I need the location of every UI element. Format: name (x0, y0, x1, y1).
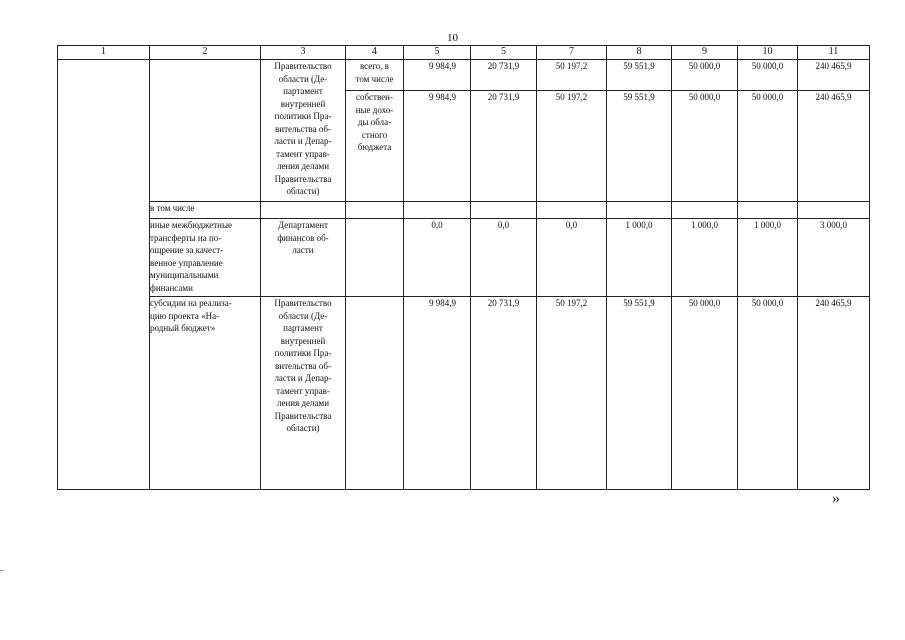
value-cell: 50 197,2 (537, 297, 607, 490)
value-cell: 240 465,9 (798, 60, 870, 91)
closing-quote-mark: » (832, 490, 840, 507)
funding-source-cell: всего, в том числе (346, 60, 404, 91)
table-cell (150, 60, 261, 202)
scan-artifact (0, 570, 4, 571)
column-header: 2 (150, 46, 261, 60)
value-cell: 50 197,2 (537, 91, 607, 202)
value-cell: 1 000,0 (672, 219, 738, 297)
value-cell: 50 000,0 (738, 297, 798, 490)
column-header: 7 (537, 46, 607, 60)
table-cell (798, 202, 870, 219)
value-cell: 9 984,9 (404, 60, 471, 91)
column-header: 3 (261, 46, 346, 60)
table-cell (537, 202, 607, 219)
page-number: 10 (447, 32, 458, 44)
column-number-row (58, 46, 870, 60)
table-row (58, 60, 870, 91)
table-row (58, 202, 870, 219)
subheading-cell: в том числе (150, 202, 261, 219)
value-cell: 0,0 (537, 219, 607, 297)
column-header: 5 (471, 46, 537, 60)
value-cell: 20 731,9 (471, 297, 537, 490)
table-cell (58, 60, 150, 490)
table-cell (261, 202, 346, 219)
table-cell (346, 219, 404, 297)
event-name-cell: иные межбюджетные трансферты на по- ощрение за качест- венное управление муниципальными финансами (150, 219, 261, 297)
column-header: 8 (607, 46, 672, 60)
table-row (58, 297, 870, 490)
column-header: 11 (798, 46, 870, 60)
table-cell (471, 202, 537, 219)
table-cell (404, 202, 471, 219)
value-cell: 1 000,0 (607, 219, 672, 297)
table-cell (346, 297, 404, 490)
column-header: 5 (404, 46, 471, 60)
table-cell (672, 202, 738, 219)
value-cell: 50 000,0 (672, 297, 738, 490)
responsible-executor-cell: Правительство области (Де- партамент внутренней политики Пра- вительства об- ласти и Депар- тамент управ- ления делами Правительства области) (261, 60, 346, 202)
value-cell: 50 000,0 (738, 60, 798, 91)
table-cell (738, 202, 798, 219)
value-cell: 59 551,9 (607, 91, 672, 202)
value-cell: 1 000,0 (738, 219, 798, 297)
responsible-executor-cell: Правительство области (Де- партамент внутренней политики Пра- вительства об- ласти и Депар- тамент управ- ления делами Правительства области) (261, 297, 346, 490)
funding-source-cell: собствен- ные дохо- ды обла- стного бюджета (346, 91, 404, 202)
value-cell: 59 551,9 (607, 60, 672, 91)
value-cell: 50 197,2 (537, 60, 607, 91)
table-row (58, 219, 870, 297)
responsible-executor-cell: Департамент финансов об- ласти (261, 219, 346, 297)
column-header: 10 (738, 46, 798, 60)
value-cell: 59 551,9 (607, 297, 672, 490)
value-cell: 3 000,0 (798, 219, 870, 297)
value-cell: 0,0 (404, 219, 471, 297)
table-cell (607, 202, 672, 219)
value-cell: 20 731,9 (471, 91, 537, 202)
budget-table (57, 45, 870, 490)
value-cell: 0,0 (471, 219, 537, 297)
value-cell: 50 000,0 (672, 91, 738, 202)
value-cell: 9 984,9 (404, 297, 471, 490)
table-cell (346, 202, 404, 219)
value-cell: 240 465,9 (798, 297, 870, 490)
value-cell: 50 000,0 (738, 91, 798, 202)
value-cell: 9 984,9 (404, 91, 471, 202)
column-header: 9 (672, 46, 738, 60)
column-header: 1 (58, 46, 150, 60)
event-name-cell: субсидии на реализа- цию проекта «На- родный бюджет» (150, 297, 261, 490)
value-cell: 50 000,0 (672, 60, 738, 91)
column-header: 4 (346, 46, 404, 60)
value-cell: 20 731,9 (471, 60, 537, 91)
value-cell: 240 465,9 (798, 91, 870, 202)
